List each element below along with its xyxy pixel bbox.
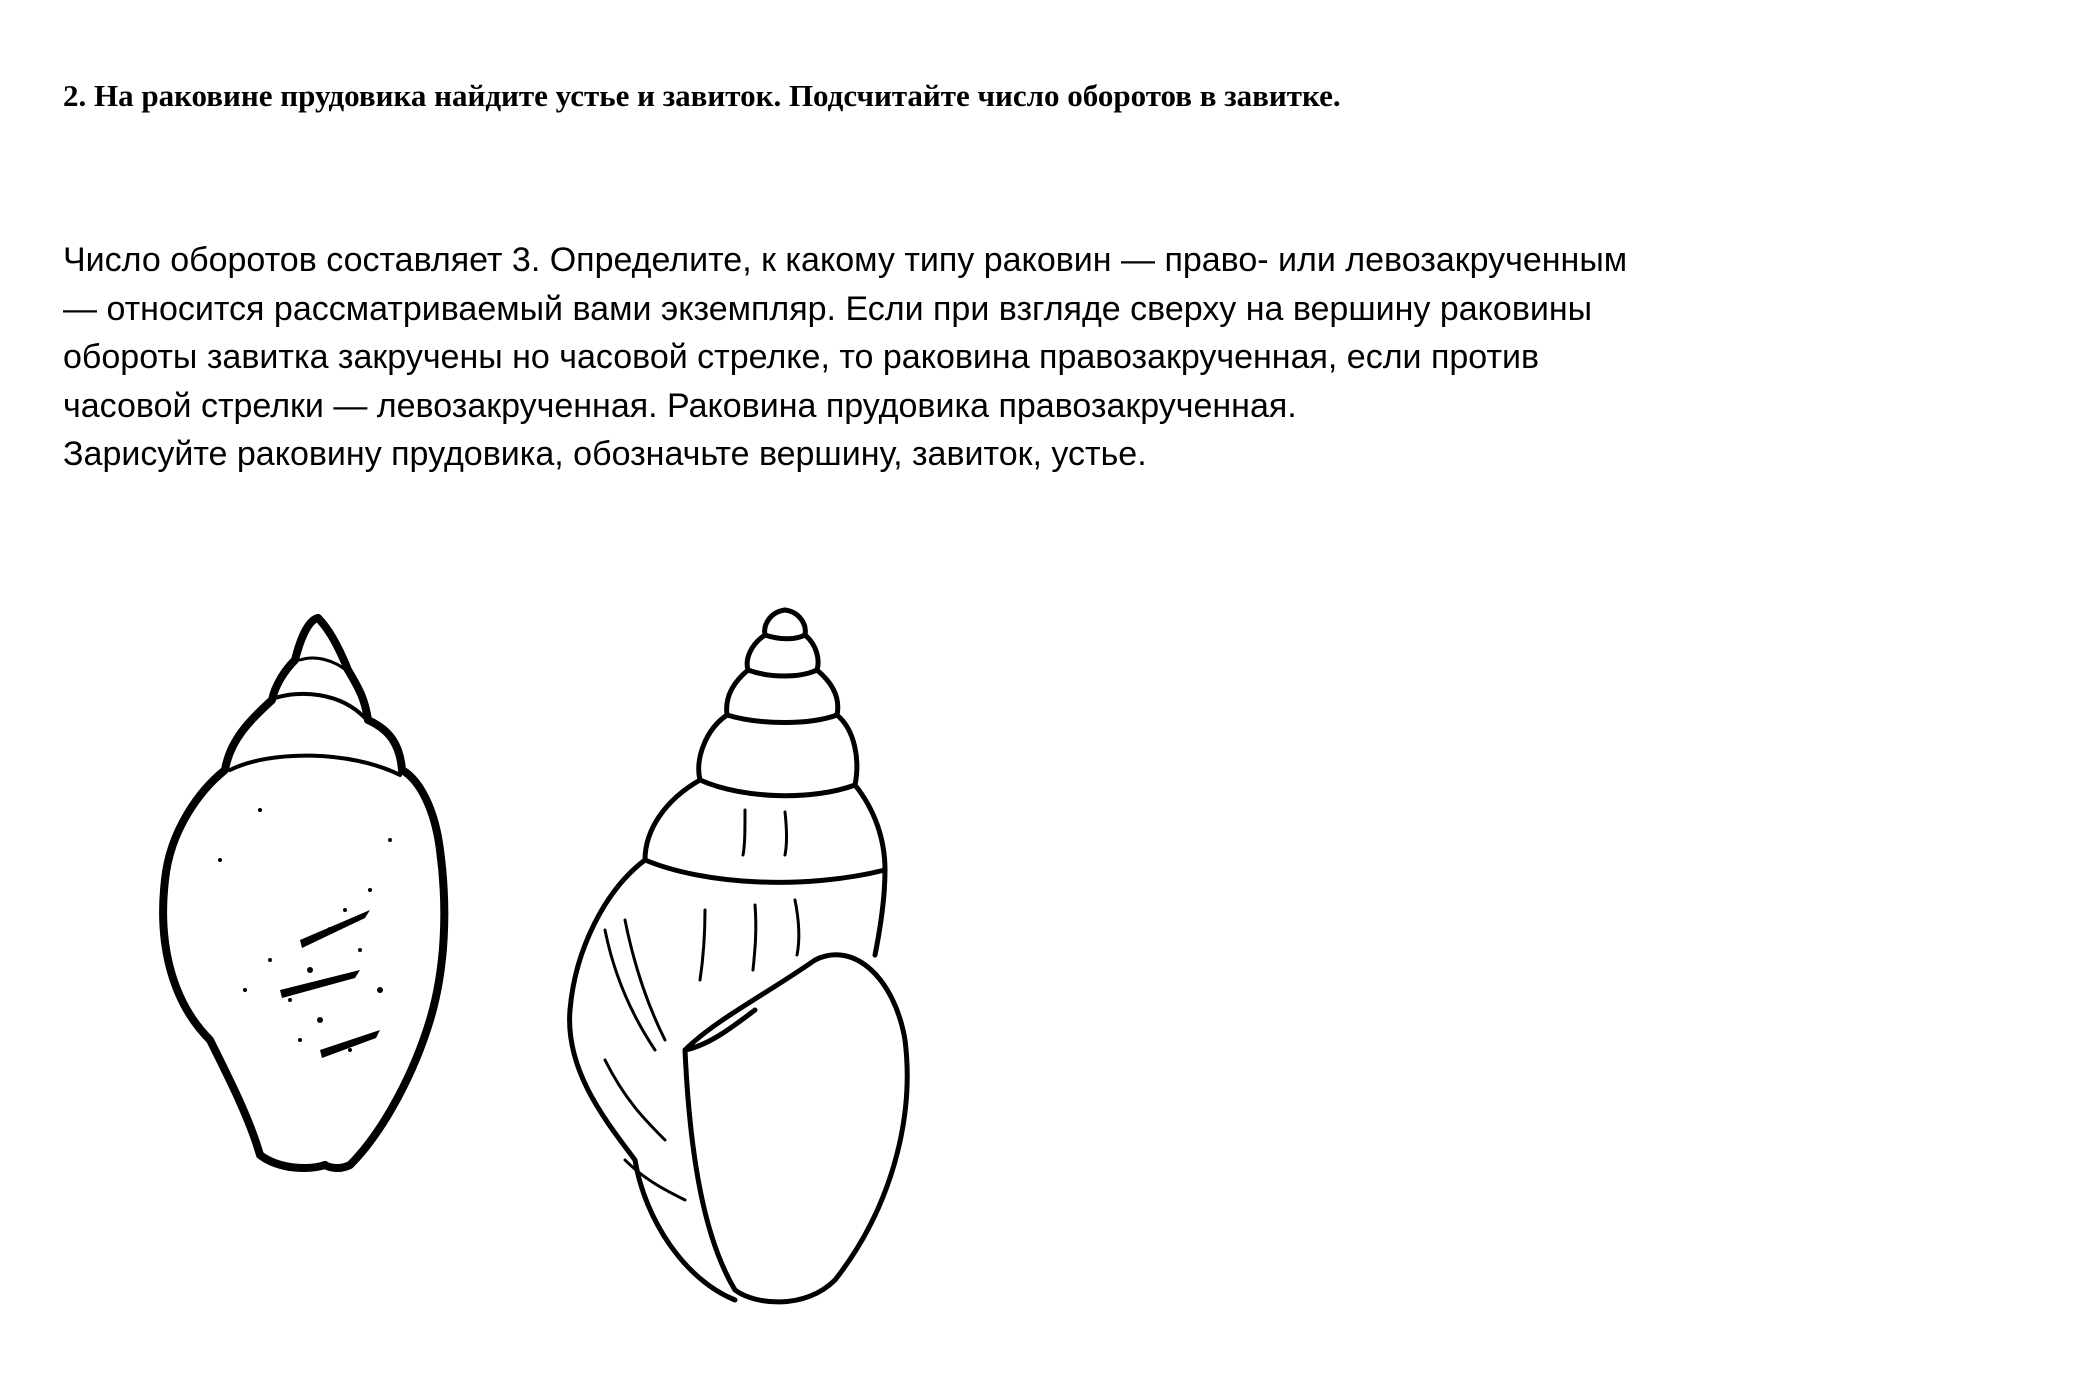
task-heading: 2. На раковине прудовика найдите устье и завиток. Подсчитайте число оборотов в завитке. — [63, 78, 1341, 113]
task-text — [63, 236, 1627, 479]
text-line: обороты завитка закручены но часовой стрелке, то раковина правозакрученная, если против — [63, 338, 1540, 376]
shell-drawing-outline — [545, 600, 915, 1310]
shell-drawing-dotted — [150, 610, 450, 1180]
text-line: часовой стрелки — левозакрученная. Раковина прудовика правозакрученная. — [63, 386, 1297, 425]
text-line: Зарисуйте раковину прудовика, обозначьте вершину, завиток, устье. — [63, 435, 1147, 473]
text-line: — относится рассматриваемый вами экземпляр. Если при взгляде сверху на вершину раковины — [63, 289, 1593, 328]
text-line: Число оборотов составляет 3. Определите, к какому типу раковин — право- или левозакрученным — [63, 241, 1628, 279]
